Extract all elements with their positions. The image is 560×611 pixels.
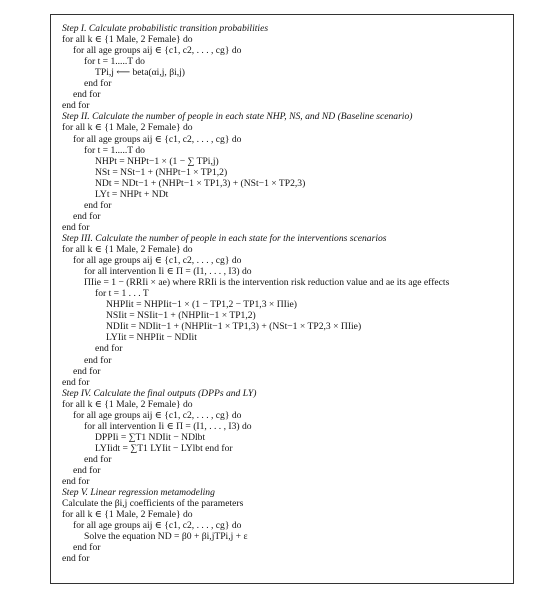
- algorithm-line: end for: [62, 100, 90, 112]
- algorithm-line: end for: [62, 553, 90, 565]
- algorithm-line: end for: [73, 210, 101, 222]
- algorithm-line: for t = 1 . . . T: [95, 288, 149, 300]
- algorithm-line: for all age groups aij ∈ {c1, c2, . . . , cg} do: [73, 255, 242, 267]
- algorithm-line: end for: [84, 453, 112, 465]
- algorithm-line: DPPIi = ∑T1 NDIit − NDlbt: [95, 431, 206, 443]
- algorithm-line: end for: [73, 365, 101, 377]
- algorithm-line: for all k ∈ {1 Male, 2 Female} do: [62, 244, 193, 255]
- algorithm-line: NSt = NSt−1 + (NHPt−1 × TP1,2): [95, 166, 228, 178]
- algorithm-line: for all k ∈ {1 Male, 2 Female} do: [62, 122, 193, 134]
- algorithm-line: end for: [62, 221, 90, 233]
- algorithm-line: end for: [62, 476, 90, 488]
- step-heading: Step II. Calculate the number of people in each state NHP, NS, and ND (Baseline scenario): [62, 111, 413, 123]
- algorithm-line: for all k ∈ {1 Male, 2 Female} do: [62, 509, 193, 521]
- algorithm-line: end for: [84, 78, 112, 90]
- algorithm-line: for all age groups aij ∈ {c1, c2, . . . , cg} do: [73, 45, 242, 57]
- algorithm-line: TPi,j ⟵ beta(αi,j, βi,j): [95, 67, 186, 79]
- algorithm-line: LYt = NHPt + NDt: [95, 188, 169, 200]
- algorithm-line: for all age groups aij ∈ {c1, c2, . . . , cg} do: [73, 520, 242, 532]
- algorithm-line: LYIidt = ∑T1 LYIit − LYlbt end for: [95, 442, 233, 454]
- algorithm-line: NDt = NDt−1 + (NHPt−1 × TP1,3) + (NSt−1 × TP2,3): [95, 177, 306, 189]
- algorithm-line: NHPt = NHPt−1 × (1 − ∑ TPi,j): [95, 155, 219, 167]
- algorithm-line: for all intervention Ii ∈ Π = (I1, . . . , I3) do: [84, 420, 252, 432]
- algorithm-line: Solve the equation ND = β0 + βi,jTPi,j + ε: [84, 531, 248, 543]
- algorithm-line: for all age groups aij ∈ {c1, c2, . . . , cg} do: [73, 133, 242, 145]
- algorithm-line: ΠIie = 1 − (RRIi × ae) where RRIi is the intervention risk reduction value and ae its age effects: [84, 277, 450, 289]
- algorithm-line: LYIit = NHPIit − NDIit: [106, 332, 197, 344]
- step-heading: Step IV. Calculate the final outputs (DPPs and LY): [62, 387, 257, 399]
- algorithm-line: end for: [95, 343, 123, 355]
- algorithm-line: NSIit = NSIit−1 + (NHPIit−1 × TP1,2): [106, 310, 256, 322]
- step-heading: Step V. Linear regression metamodeling: [62, 487, 215, 499]
- algorithm-line: for t = 1.....T do: [84, 144, 145, 156]
- algorithm-line: NHPIit = NHPIit−1 × (1 − TP1,2 − TP1,3 × ΠIie): [106, 299, 297, 311]
- step-heading: Step I. Calculate probabilistic transition probabilities: [62, 23, 269, 34]
- algorithm-line: for t = 1.....T do: [84, 56, 145, 68]
- algorithm-line: for all intervention Ii ∈ Π = (I1, . . . , I3) do: [84, 266, 252, 278]
- algorithm-line: end for: [84, 199, 112, 211]
- algorithm-line: for all age groups aij ∈ {c1, c2, . . . , cg} do: [73, 409, 242, 421]
- algorithm-line: NDIit = NDIit−1 + (NHPIit−1 × TP1,3) + (NSt−1 × TP2,3 × ΠIie): [106, 321, 362, 333]
- algorithm-line: end for: [73, 542, 101, 554]
- algorithm-line: end for: [73, 465, 101, 476]
- algorithm-line: for all k ∈ {1 Male, 2 Female} do: [62, 398, 193, 410]
- algorithm-line: end for: [73, 89, 101, 101]
- algorithm-line: for all k ∈ {1 Male, 2 Female} do: [62, 34, 193, 46]
- algorithm-line: end for: [84, 354, 112, 366]
- step-heading: Step III. Calculate the number of people in each state for the interventions scenarios: [62, 232, 387, 244]
- algorithm-line: Calculate the βi,j coefficients of the parameters: [62, 498, 244, 510]
- algorithm-line: end for: [62, 376, 90, 388]
